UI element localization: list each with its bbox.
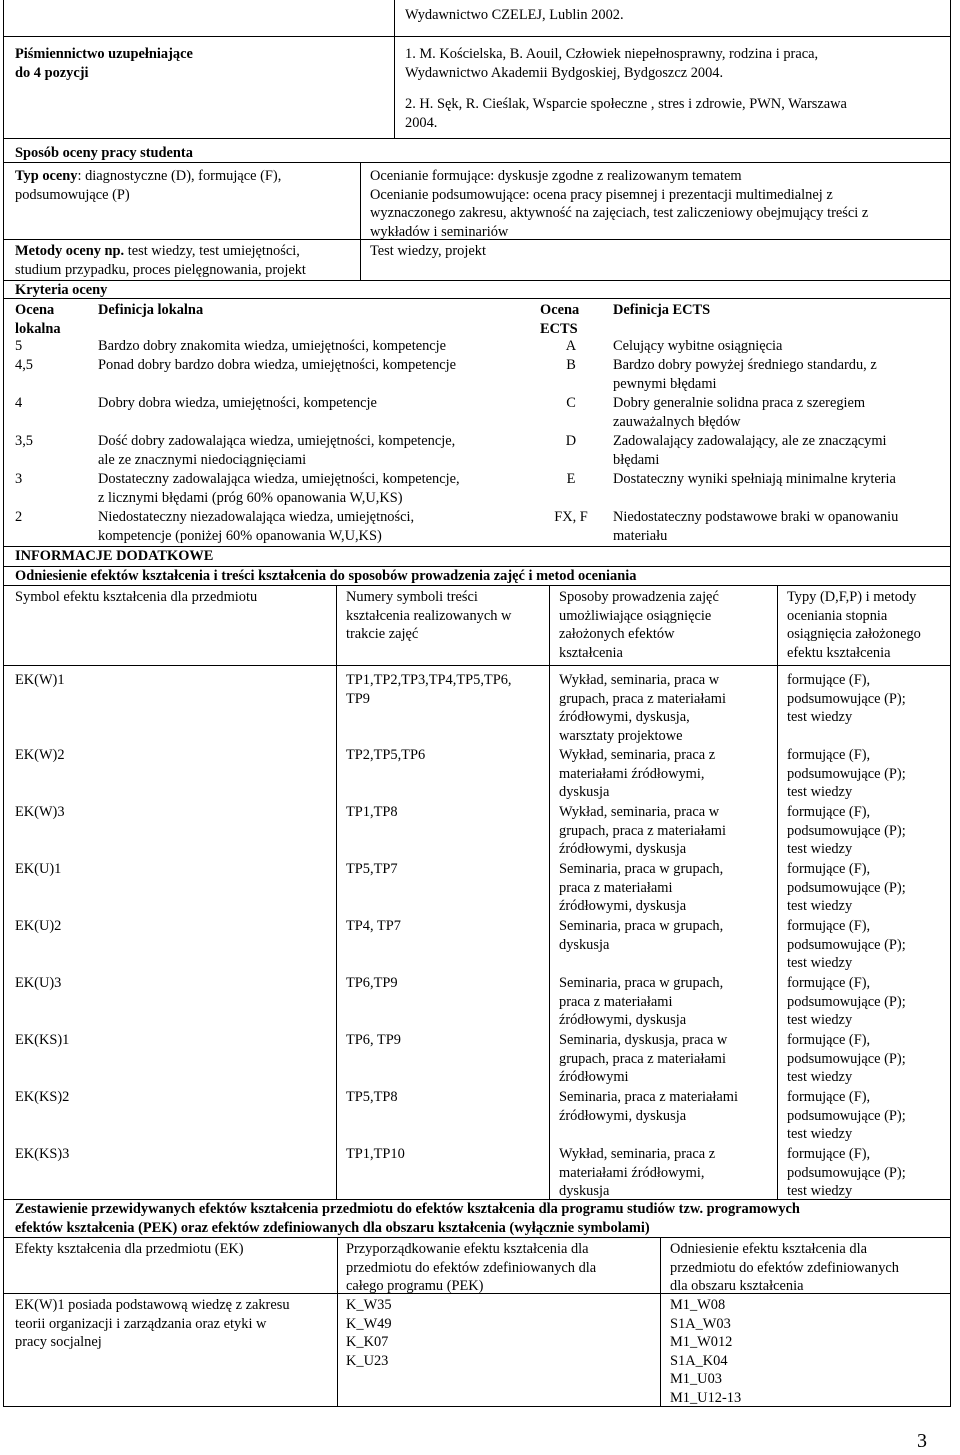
criteria-cell-def-local: Dość dobry zadowalająca wiedza, umiejętności, kompetencje, ale ze znacznymi niedociągnięciami [98,433,456,468]
relation-cell-content: TP5,TP8 [346,1089,398,1105]
literature-label: Piśmiennictwo uzupełniające do 4 pozycji [15,46,193,81]
criteria-cell-def-ects: Dostateczny wyniki spełniają minimalne kryteria [613,471,896,487]
assessment-methods-value: test wiedzy, test umiejętności, studium przypadku, proces pielęgnowania, projekt [15,243,306,278]
relation-header-methods: Sposoby prowadzenia zajęć umożliwiające osiągnięcie założonych efektów kształcenia [559,589,719,661]
relation-cell-methods: Wykład, seminaria, praca z materiałami źródłowymi, dyskusja [559,747,716,800]
relation-cell-symbol: EK(W)3 [15,804,65,820]
relation-cell-content: TP6,TP9 [346,975,398,991]
criteria-cell-ects: C [566,395,576,411]
rule-lit-top [3,36,951,37]
relation-cell-symbol: EK(U)1 [15,861,62,877]
rule-type-divider [360,162,361,280]
relation-cell-content: TP5,TP7 [346,861,398,877]
relation-cell-eval: formujące (F), podsumowujące (P); test wiedzy [787,861,906,914]
criteria-cell-def-local: Bardzo dobry znakomita wiedza, umiejętności, kompetencje [98,338,447,354]
rule-lit-divider [394,0,395,138]
relation-cell-eval: formujące (F), podsumowujące (P); test wiedzy [787,747,906,800]
criteria-cell-def-ects: Bardzo dobry powyżej średniego standardu, z pewnymi błędami [613,357,877,392]
assessment-heading: Sposób oceny pracy studenta [15,145,193,161]
criteria-cell-def-local: Dostateczny zadowalająca wiedza, umiejętności, kompetencje, z licznymi błędami (próg 60% opanowania W,U,KS) [98,471,460,506]
relation-header-symbol: Symbol efektu kształcenia dla przedmiotu [15,589,258,605]
summary-header-area: Odniesienie efektu kształcenia dla przedmiotu do efektów zdefiniowanych dla obszaru kształcenia [670,1241,899,1294]
rule-rel-col3 [777,585,778,1199]
summary-row-ek: EK(W)1 posiada podstawową wiedzę z zakresu teorii organizacji i zarządzania oraz etyki w pracy socjalnej [15,1297,290,1350]
summary-header-ek: Efekty kształcenia dla przedmiotu (EK) [15,1241,244,1257]
summary-header-pek: Przyporządkowanie efektu kształcenia dla przedmiotu do efektów zdefiniowanych dla całego programu (PEK) [346,1241,597,1294]
rule-rel-col2 [549,585,550,1199]
relation-cell-methods: Wykład, seminaria, praca z materiałami źródłowymi, dyskusja [559,1146,716,1199]
criteria-cell-ects: FX, F [554,509,588,525]
relation-cell-content: TP4, TP7 [346,918,401,934]
relation-cell-eval: formujące (F), podsumowujące (P); test wiedzy [787,804,906,857]
criteria-cell-ects: B [566,357,576,373]
assessment-methods [15,242,355,279]
criteria-cell-def-ects: Niedostateczny podstawowe braki w opanowaniu materiału [613,509,899,544]
summary-row-pek: K_W35 K_W49 K_K07 K_U23 [346,1297,392,1369]
publisher-line: Wydawnictwo CZELEJ, Lublin 2002. [405,7,624,23]
literature-item-1: 1. M. Kościelska, B. Aouil, Człowiek niepełnosprawny, rodzina i praca, Wydawnictwo Akademii Bydgoskiej, Bydgoszcz 2004. [405,46,819,81]
relation-header-content: Numery symboli treści kształcenia realizowanych w trakcie zajęć [346,589,512,642]
relation-cell-eval: formujące (F), podsumowujące (P); test wiedzy [787,1146,906,1199]
criteria-header-def-ects: Definicja ECTS [613,302,711,318]
relation-cell-methods: Seminaria, praca w grupach, praca z materiałami źródłowymi, dyskusja [559,975,724,1028]
relation-heading: Odniesienie efektów kształcenia i treści kształcenia do sposobów prowadzenia zajęć i metod oceniania [15,568,637,584]
relation-header-eval: Typy (D,F,P) i metody oceniania stopnia osiągnięcia założonego efektu kształcenia [787,589,921,661]
assessment-methods-label: Metody oceny np. [15,243,125,259]
assessment-methods-description: Test wiedzy, projekt [370,243,486,259]
additional-heading: INFORMACJE DODATKOWE [15,548,214,564]
relation-cell-symbol: EK(U)2 [15,918,62,934]
relation-cell-eval: formujące (F), podsumowujące (P); test wiedzy [787,1089,906,1142]
relation-cell-methods: Wykład, seminaria, praca w grupach, praca z materiałami źródłowymi, dyskusja, warsztaty projektowe [559,672,726,744]
criteria-cell-def-local: Niedostateczny niezadowalająca wiedza, umiejętności, kompetencje (poniżej 60% opanowania W,U,KS) [98,509,415,544]
rule-criteria-header-top [3,298,951,299]
criteria-cell-def-ects: Celujący wybitne osiągnięcia [613,338,783,354]
rule-assessment-top [3,138,951,139]
rule-sum-col2 [660,1237,661,1406]
criteria-header-local: Ocena lokalna [15,302,61,337]
criteria-cell-def-ects: Zadowalający zadowalający, ale ze znaczącymi błędami [613,433,887,468]
criteria-heading: Kryteria oceny [15,282,108,298]
criteria-cell-local: 5 [15,338,23,354]
rule-rel-header-bottom [3,665,951,666]
relation-cell-content: TP6, TP9 [346,1032,401,1048]
rule-criteria-top [3,280,951,281]
relation-cell-symbol: EK(KS)2 [15,1089,70,1105]
summary-row-area: M1_W08 S1A_W03 M1_W012 S1A_K04 M1_U03 M1_U12-13 [670,1297,742,1406]
relation-cell-symbol: EK(U)3 [15,975,62,991]
criteria-cell-local: 2 [15,509,23,525]
assessment-type-value: : diagnostyczne (D), formujące (F), podsumowujące (P) [15,168,282,203]
table-border-left [3,0,4,1406]
relation-cell-eval: formujące (F), podsumowujące (P); test wiedzy [787,672,906,725]
criteria-cell-ects: A [565,338,577,354]
relation-cell-eval: formujące (F), podsumowujące (P); test wiedzy [787,1032,906,1085]
relation-cell-symbol: EK(KS)3 [15,1146,70,1162]
criteria-header-def-local: Definicja lokalna [98,302,204,318]
relation-cell-content: TP1,TP8 [346,804,398,820]
relation-cell-content: TP2,TP5,TP6 [346,747,426,763]
relation-cell-methods: Seminaria, dyskusja, praca w grupach, praca z materiałami źródłowymi [559,1032,728,1085]
rule-sum-col1 [337,1237,338,1406]
assessment-type-description: Ocenianie formujące: dyskusje zgodne z realizowanym tematem Ocenianie podsumowujące: ocena pracy pisemnej i prezentacji multimedialnej z wyznaczonego zakresu, aktywność na zajęciach, test zaliczeniowy obejmujący treści z wykładów i seminariów [370,168,869,240]
criteria-cell-ects: E [566,471,576,487]
relation-cell-eval: formujące (F), podsumowujące (P); test wiedzy [787,975,906,1028]
criteria-cell-local: 3 [15,471,23,487]
criteria-cell-ects: D [565,433,577,449]
criteria-cell-def-local: Dobry dobra wiedza, umiejętności, kompetencje [98,395,377,411]
relation-cell-symbol: EK(KS)1 [15,1032,70,1048]
criteria-cell-def-local: Ponad dobry bardzo dobra wiedza, umiejętności, kompetencje [98,357,457,373]
assessment-type [15,167,355,204]
summary-heading: Zestawienie przewidywanych efektów kształcenia przedmiotu do efektów kształcenia dla programu studiów tzw. programowych efektów kształcenia (PEK) oraz efektów zdefiniowanych dla obszaru kształcenia (wyłącznie symbolami) [15,1201,800,1236]
relation-cell-methods: Seminaria, praca w grupach, dyskusja [559,918,724,953]
rule-summary-header-top [3,1237,951,1238]
relation-cell-methods: Seminaria, praca z materiałami źródłowymi, dyskusja [559,1089,738,1124]
relation-cell-methods: Wykład, seminaria, praca w grupach, praca z materiałami źródłowymi, dyskusja [559,804,726,857]
relation-cell-content: TP1,TP2,TP3,TP4,TP5,TP6, TP9 [346,672,512,707]
criteria-cell-local: 4,5 [15,357,33,373]
relation-cell-eval: formujące (F), podsumowujące (P); test wiedzy [787,918,906,971]
criteria-cell-local: 4 [15,395,23,411]
relation-cell-methods: Seminaria, praca w grupach, praca z materiałami źródłowymi, dyskusja [559,861,724,914]
page-number: 3 [917,1430,927,1452]
criteria-header-ects: Ocena ECTS [540,302,580,337]
criteria-cell-local: 3,5 [15,433,33,449]
relation-cell-symbol: EK(W)1 [15,672,65,688]
rule-rel-col1 [336,585,337,1199]
relation-cell-symbol: EK(W)2 [15,747,65,763]
relation-cell-content: TP1,TP10 [346,1146,405,1162]
literature-item-2: 2. H. Sęk, R. Cieślak, Wsparcie społeczne , stres i zdrowie, PWN, Warszawa 2004. [405,96,847,131]
criteria-cell-def-ects: Dobry generalnie solidna praca z szeregiem zauważalnych błędów [613,395,866,430]
table-border-right [950,0,951,1406]
assessment-type-label: Typ oceny [15,168,78,184]
